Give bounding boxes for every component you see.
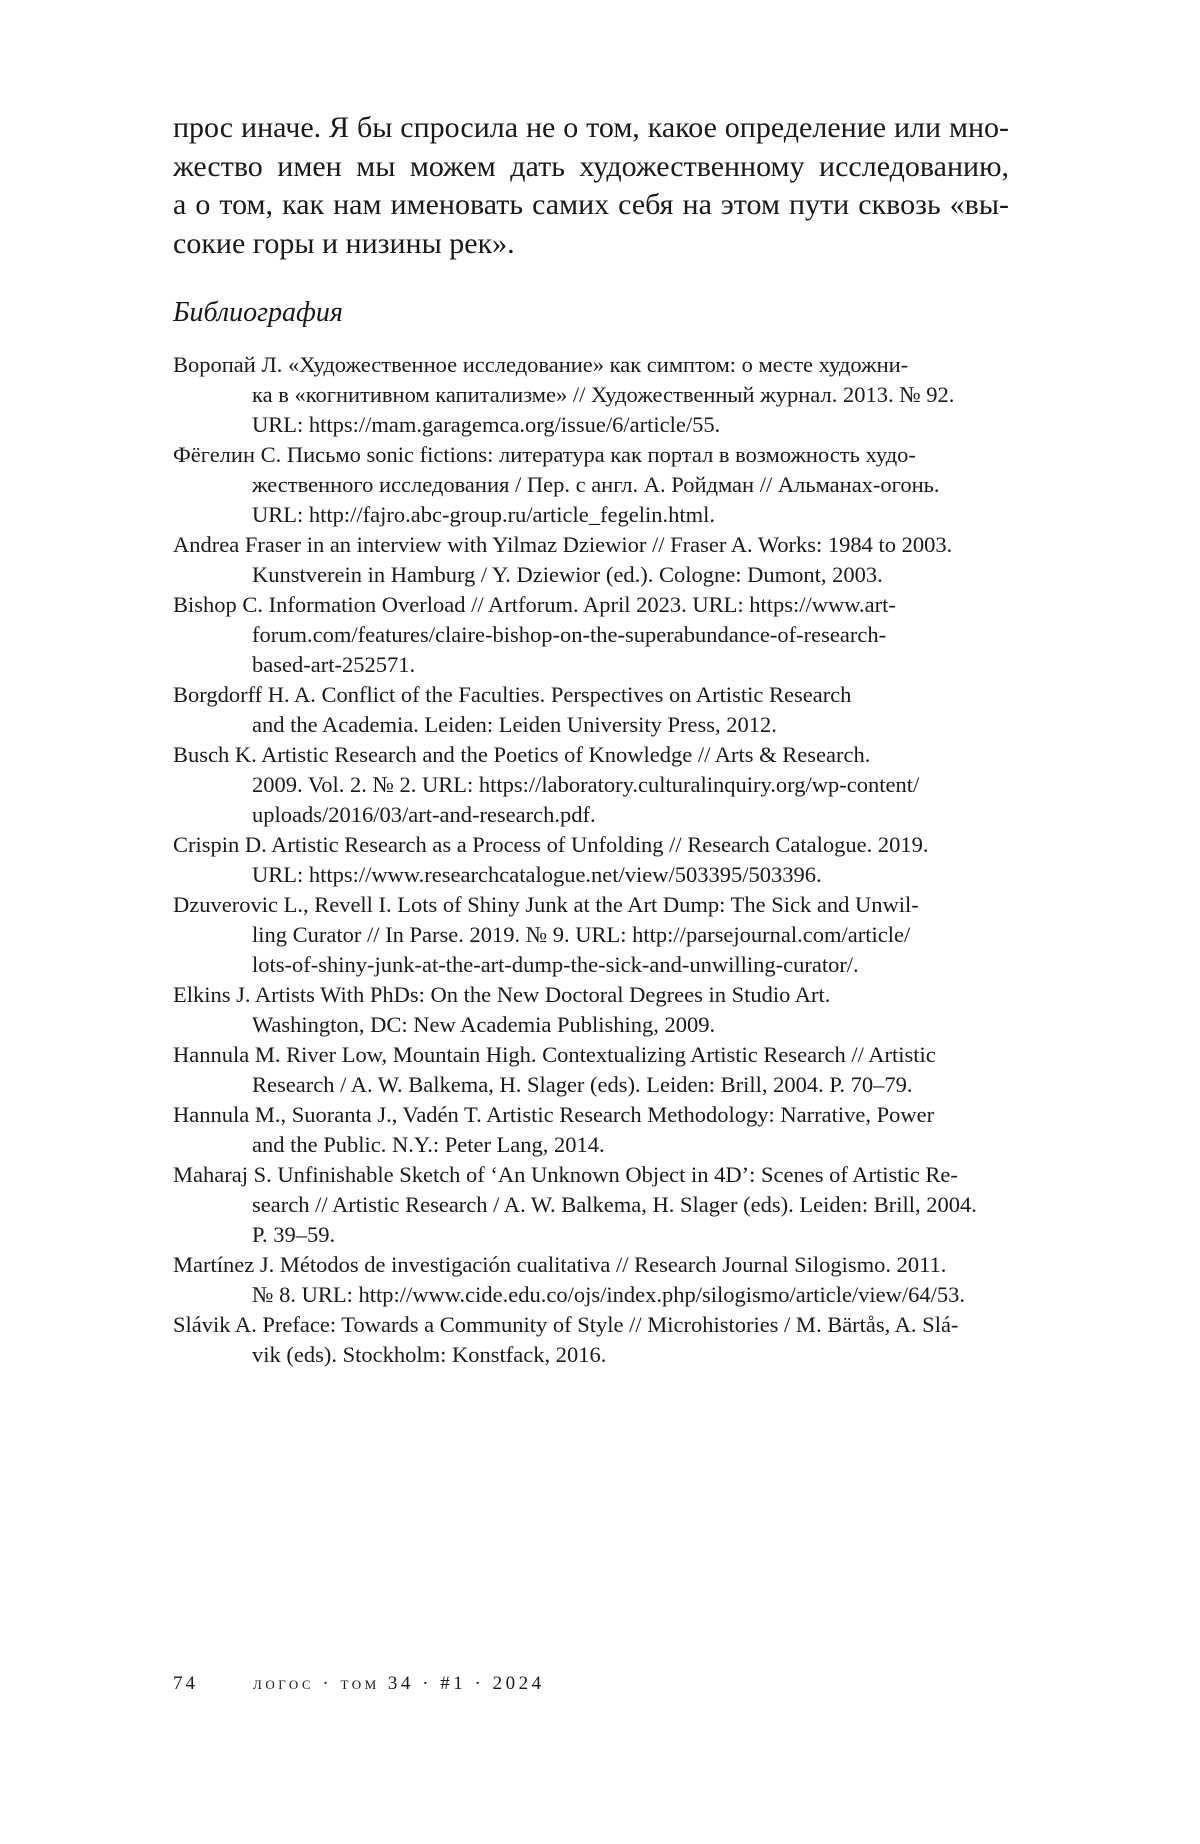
bibliography-entry bbox=[173, 1040, 1033, 1100]
page-number: 74 bbox=[173, 1673, 198, 1694]
entry-line: Andrea Fraser in an interview with Yilmaz Dziewior // Fraser A. Works: 1984 to 2003. bbox=[173, 532, 953, 557]
entry-line: Martínez J. Métodos de investigación cualitativa // Research Journal Silogismo. 2011. bbox=[173, 1252, 947, 1277]
entry-line: Hannula M., Suoranta J., Vadén T. Artistic Research Methodology: Narrative, Power bbox=[173, 1102, 935, 1127]
entry-line: Crispin D. Artistic Research as a Process of Unfolding // Research Catalogue. 2019. bbox=[173, 832, 929, 857]
entry-line: search // Artistic Research / A. W. Balkema, H. Slager (eds). Leiden: Brill, 2004. bbox=[252, 1192, 977, 1217]
entry-line: ка в «когнитивном капитализме» // Художественный журнал. 2013. № 92. bbox=[252, 382, 955, 407]
entry-line: vik (eds). Stockholm: Konstfack, 2016. bbox=[252, 1342, 607, 1367]
entry-line: and the Academia. Leiden: Leiden University Press, 2012. bbox=[252, 712, 777, 737]
bibliography-entry bbox=[173, 1310, 1033, 1370]
entry-line: Фёгелин С. Письмо sonic fictions: литература как портал в возможность худо- bbox=[173, 442, 916, 467]
body-line: прос иначе. Я бы спросила не о том, какое определение или мно- bbox=[173, 111, 1009, 144]
bibliography-entry bbox=[173, 530, 1033, 590]
bibliography-entry bbox=[173, 980, 1033, 1040]
bibliography-entry bbox=[173, 440, 1033, 530]
entry-line: Borgdorff H. A. Conflict of the Faculties. Perspectives on Artistic Research bbox=[173, 682, 852, 707]
entry-line: Elkins J. Artists With PhDs: On the New Doctoral Degrees in Studio Art. bbox=[173, 982, 831, 1007]
bibliography-entry bbox=[173, 590, 1033, 680]
entry-line: Maharaj S. Unfinishable Sketch of ‘An Unknown Object in 4D’: Scenes of Artistic Re- bbox=[173, 1162, 958, 1187]
bibliography-entry bbox=[173, 890, 1033, 980]
entry-line: Washington, DC: New Academia Publishing, 2009. bbox=[252, 1012, 716, 1037]
entry-line: № 8. URL: http://www.cide.edu.co/ojs/index.php/silogismo/article/view/64/53. bbox=[252, 1282, 966, 1307]
entry-line: Research / A. W. Balkema, H. Slager (eds). Leiden: Brill, 2004. P. 70–79. bbox=[252, 1072, 913, 1097]
entry-line: Bishop C. Information Overload // Artforum. April 2023. URL: https://www.art- bbox=[173, 592, 896, 617]
body-paragraph bbox=[173, 109, 1009, 263]
body-line: а о том, как нам именовать самих себя на этом пути сквозь «вы- bbox=[173, 188, 1009, 221]
entry-line: uploads/2016/03/art-and-research.pdf. bbox=[252, 802, 596, 827]
journal-running-title: логос · том 34 · #1 · 2024 bbox=[253, 1673, 545, 1694]
bibliography-list bbox=[173, 350, 1033, 1370]
entry-line: lots-of-shiny-junk-at-the-art-dump-the-sick-and-unwilling-curator/. bbox=[252, 952, 859, 977]
entry-line: URL: https://www.researchcatalogue.net/view/503395/503396. bbox=[252, 862, 822, 887]
entry-line: based-art-252571. bbox=[252, 652, 416, 677]
entry-line: Slávik A. Preface: Towards a Community of Style // Microhistories / M. Bärtås, A. Slá- bbox=[173, 1312, 959, 1337]
entry-line: URL: http://fajro.abc-group.ru/article_fegelin.html. bbox=[252, 502, 715, 527]
bibliography-entry bbox=[173, 680, 1033, 740]
bibliography-entry bbox=[173, 830, 1033, 890]
entry-line: жественного исследования / Пер. с англ. А. Ройдман // Альманах-огонь. bbox=[252, 472, 940, 497]
entry-line: Воропай Л. «Художественное исследование» как симптом: о месте художни- bbox=[173, 352, 909, 377]
entry-line: Kunstverein in Hamburg / Y. Dziewior (ed.). Cologne: Dumont, 2003. bbox=[252, 562, 883, 587]
entry-line: ling Curator // In Parse. 2019. № 9. URL: http://parsejournal.com/article/ bbox=[252, 922, 911, 947]
entry-line: 2009. Vol. 2. № 2. URL: https://laboratory.culturalinquiry.org/wp-content/ bbox=[252, 772, 920, 797]
bibliography-heading: Библиография bbox=[173, 297, 343, 328]
bibliography-entry bbox=[173, 1250, 1033, 1310]
entry-line: P. 39–59. bbox=[252, 1222, 336, 1247]
bibliography-entry bbox=[173, 740, 1033, 830]
entry-line: Dzuverovic L., Revell I. Lots of Shiny Junk at the Art Dump: The Sick and Unwil- bbox=[173, 892, 919, 917]
entry-line: Hannula M. River Low, Mountain High. Contextualizing Artistic Research // Artistic bbox=[173, 1042, 936, 1067]
bibliography-entry bbox=[173, 1100, 1033, 1160]
entry-line: URL: https://mam.garagemca.org/issue/6/article/55. bbox=[252, 412, 721, 437]
entry-line: forum.com/features/claire-bishop-on-the-superabundance-of-research- bbox=[252, 622, 887, 647]
page-footer bbox=[173, 1672, 545, 1696]
body-line: жество имен мы можем дать художественному исследованию, bbox=[173, 149, 1009, 183]
entry-line: and the Public. N.Y.: Peter Lang, 2014. bbox=[252, 1132, 605, 1157]
entry-line: Busch K. Artistic Research and the Poetics of Knowledge // Arts & Research. bbox=[173, 742, 871, 767]
bibliography-entry bbox=[173, 1160, 1033, 1250]
bibliography-entry bbox=[173, 350, 1033, 440]
body-line: сокие горы и низины рек». bbox=[173, 226, 515, 260]
